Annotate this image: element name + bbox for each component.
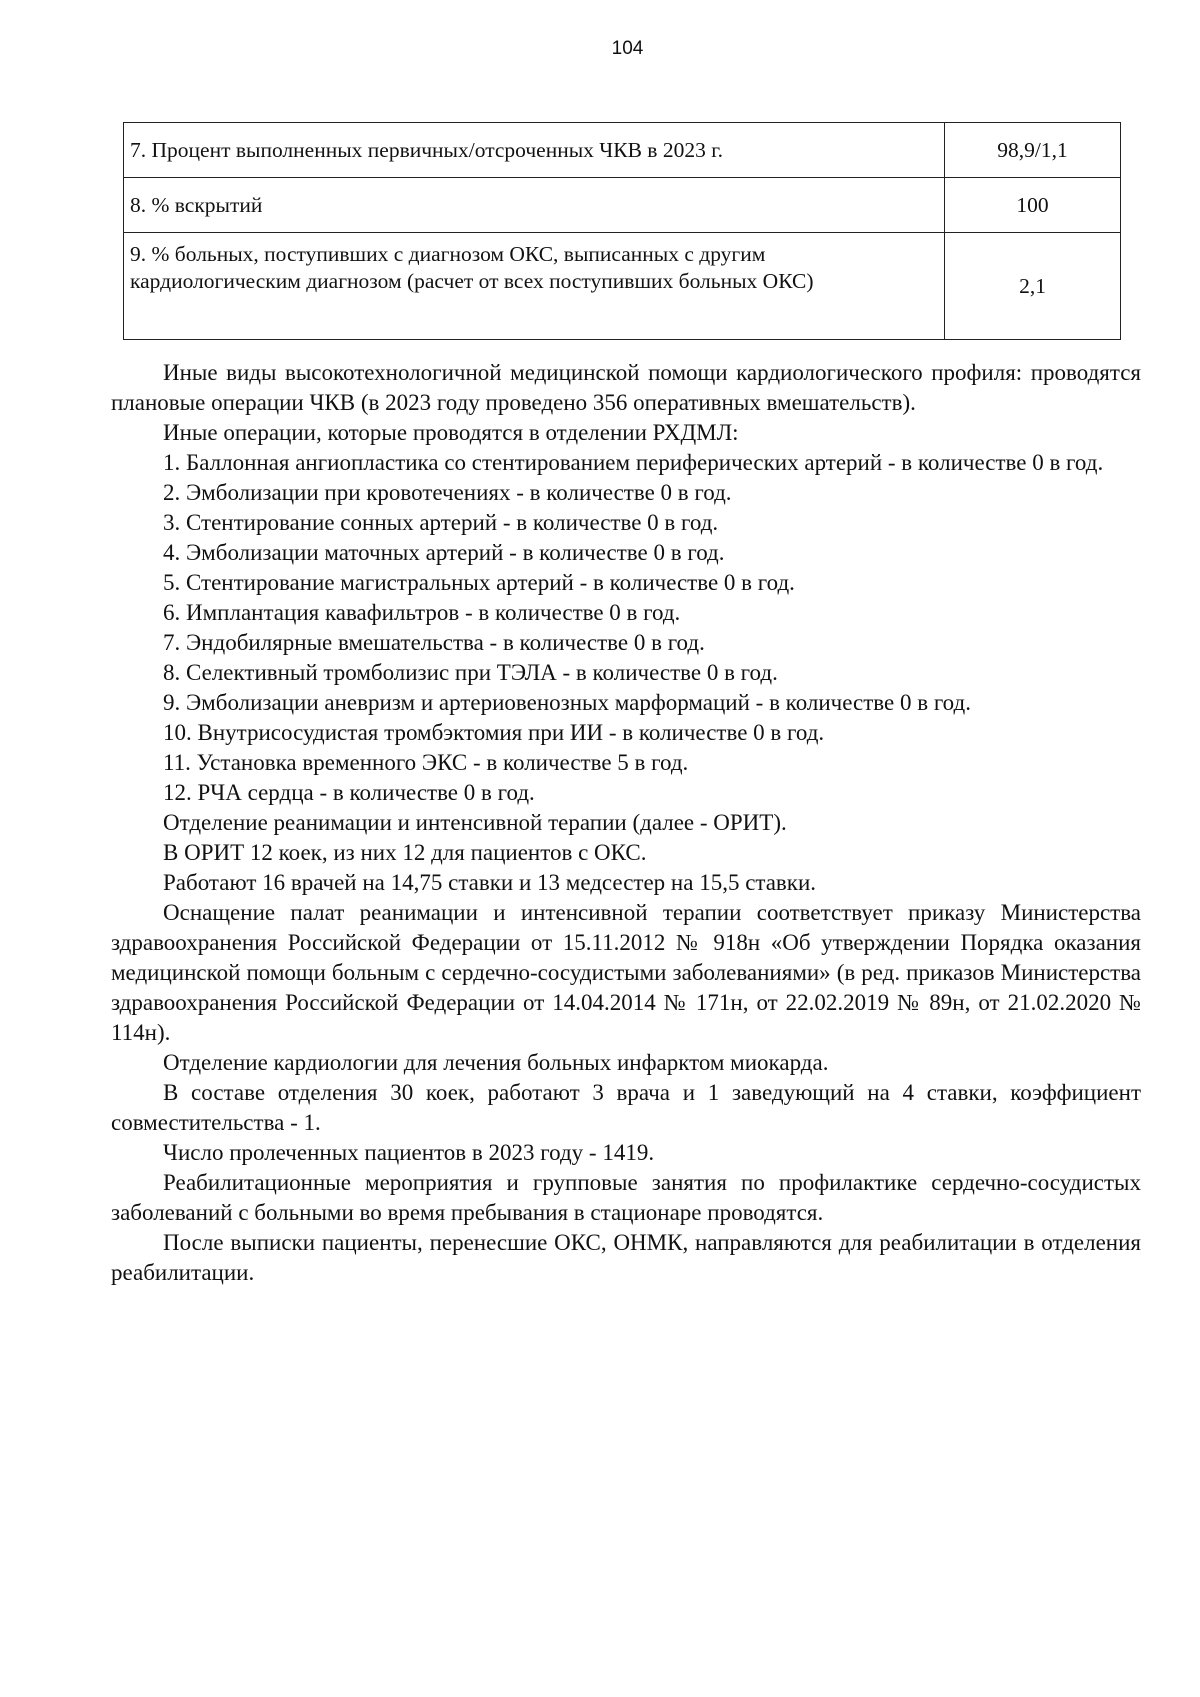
operation-item: 10. Внутрисосудистая тромбэктомия при ИИ - в количестве 0 в год. bbox=[163, 720, 825, 745]
table-cell-label: 9. % больных, поступивших с диагнозом ОКС, выписанных с другим кардиологическим диагнозом (расчет от всех поступивших больных ОКС) bbox=[124, 233, 945, 340]
paragraph-orit-beds: В ОРИТ 12 коек, из них 12 для пациентов с ОКС. bbox=[163, 840, 647, 865]
paragraph-orit-title: Отделение реанимации и интенсивной терапии (далее - ОРИТ). bbox=[163, 810, 787, 835]
operation-item: 9. Эмболизации аневризм и артериовенозных марформаций - в количестве 0 в год. bbox=[163, 690, 971, 715]
paragraph-orit-equipment: Оснащение палат реанимации и интенсивной терапии соответствует приказу Министерства здравоохранения Российской Федерации от 15.11.2012 № 918н «Об утверждении Порядка оказания медицинской помощи больным с сердечно-сосудистыми заболеваниями» (в ред. приказов Министерства здравоохранения Российской Федерации от 14.04.2014 № 171н, от 22.02.2019 № 89н, от 21.02.2020 № 114н). bbox=[111, 900, 1141, 1045]
table-row bbox=[124, 178, 1121, 233]
operation-item: 5. Стентирование магистральных артерий - в количестве 0 в год. bbox=[163, 570, 795, 595]
table-cell-value: 100 bbox=[945, 178, 1121, 233]
paragraph-cardiology-dept: Отделение кардиологии для лечения больных инфарктом миокарда. bbox=[163, 1050, 829, 1075]
paragraph-after-discharge: После выписки пациенты, перенесшие ОКС, ОНМК, направляются для реабилитации в отделения реабилитации. bbox=[111, 1230, 1141, 1285]
page-number: 104 bbox=[611, 38, 644, 59]
document-body bbox=[111, 358, 1141, 1288]
paragraph-rehab-activities: Реабилитационные мероприятия и групповые занятия по профилактике сердечно-сосудистых заболеваний с больными во время пребывания в стационаре проводятся. bbox=[111, 1170, 1141, 1225]
table-cell-label: 7. Процент выполненных первичных/отсроченных ЧКВ в 2023 г. bbox=[124, 123, 945, 178]
paragraph-other-operations: Иные операции, которые проводятся в отделении РХДМЛ: bbox=[163, 420, 739, 445]
operation-item: 3. Стентирование сонных артерий - в количестве 0 в год. bbox=[163, 510, 719, 535]
operation-item: 4. Эмболизации маточных артерий - в количестве 0 в год. bbox=[163, 540, 725, 565]
table-row bbox=[124, 233, 1121, 340]
paragraph-hitech-care-text: Иные виды высокотехнологичной медицинской помощи кардиологического профиля: проводятся плановые операции ЧКВ (в 2023 году проведено 356 оперативных вмешательств). bbox=[111, 360, 1141, 415]
paragraph-treated-patients: Число пролеченных пациентов в 2023 году - 1419. bbox=[163, 1140, 655, 1165]
table-row bbox=[124, 123, 1121, 178]
metrics-table bbox=[123, 122, 1121, 340]
paragraph-orit-staff: Работают 16 врачей на 14,75 ставки и 13 медсестер на 15,5 ставки. bbox=[163, 870, 817, 895]
operation-item: 11. Установка временного ЭКС - в количестве 5 в год. bbox=[163, 750, 689, 775]
operation-item: 8. Селективный тромболизис при ТЭЛА - в количестве 0 в год. bbox=[163, 660, 778, 685]
table-cell-value: 2,1 bbox=[945, 233, 1121, 340]
operation-item: 2. Эмболизации при кровотечениях - в количестве 0 в год. bbox=[163, 480, 732, 505]
table-cell-value: 98,9/1,1 bbox=[945, 123, 1121, 178]
operation-item: 1. Баллонная ангиопластика со стентированием периферических артерий - в количестве 0 в год. bbox=[163, 450, 1104, 475]
operation-item: 7. Эндобилярные вмешательства - в количестве 0 в год. bbox=[163, 630, 705, 655]
table-cell-label: 8. % вскрытий bbox=[124, 178, 945, 233]
paragraph-cardiology-staff: В составе отделения 30 коек, работают 3 врача и 1 заведующий на 4 ставки, коэффициент совместительства - 1. bbox=[111, 1080, 1141, 1135]
operation-item: 12. РЧА сердца - в количестве 0 в год. bbox=[163, 780, 535, 805]
operation-item: 6. Имплантация кавафильтров - в количестве 0 в год. bbox=[163, 600, 681, 625]
